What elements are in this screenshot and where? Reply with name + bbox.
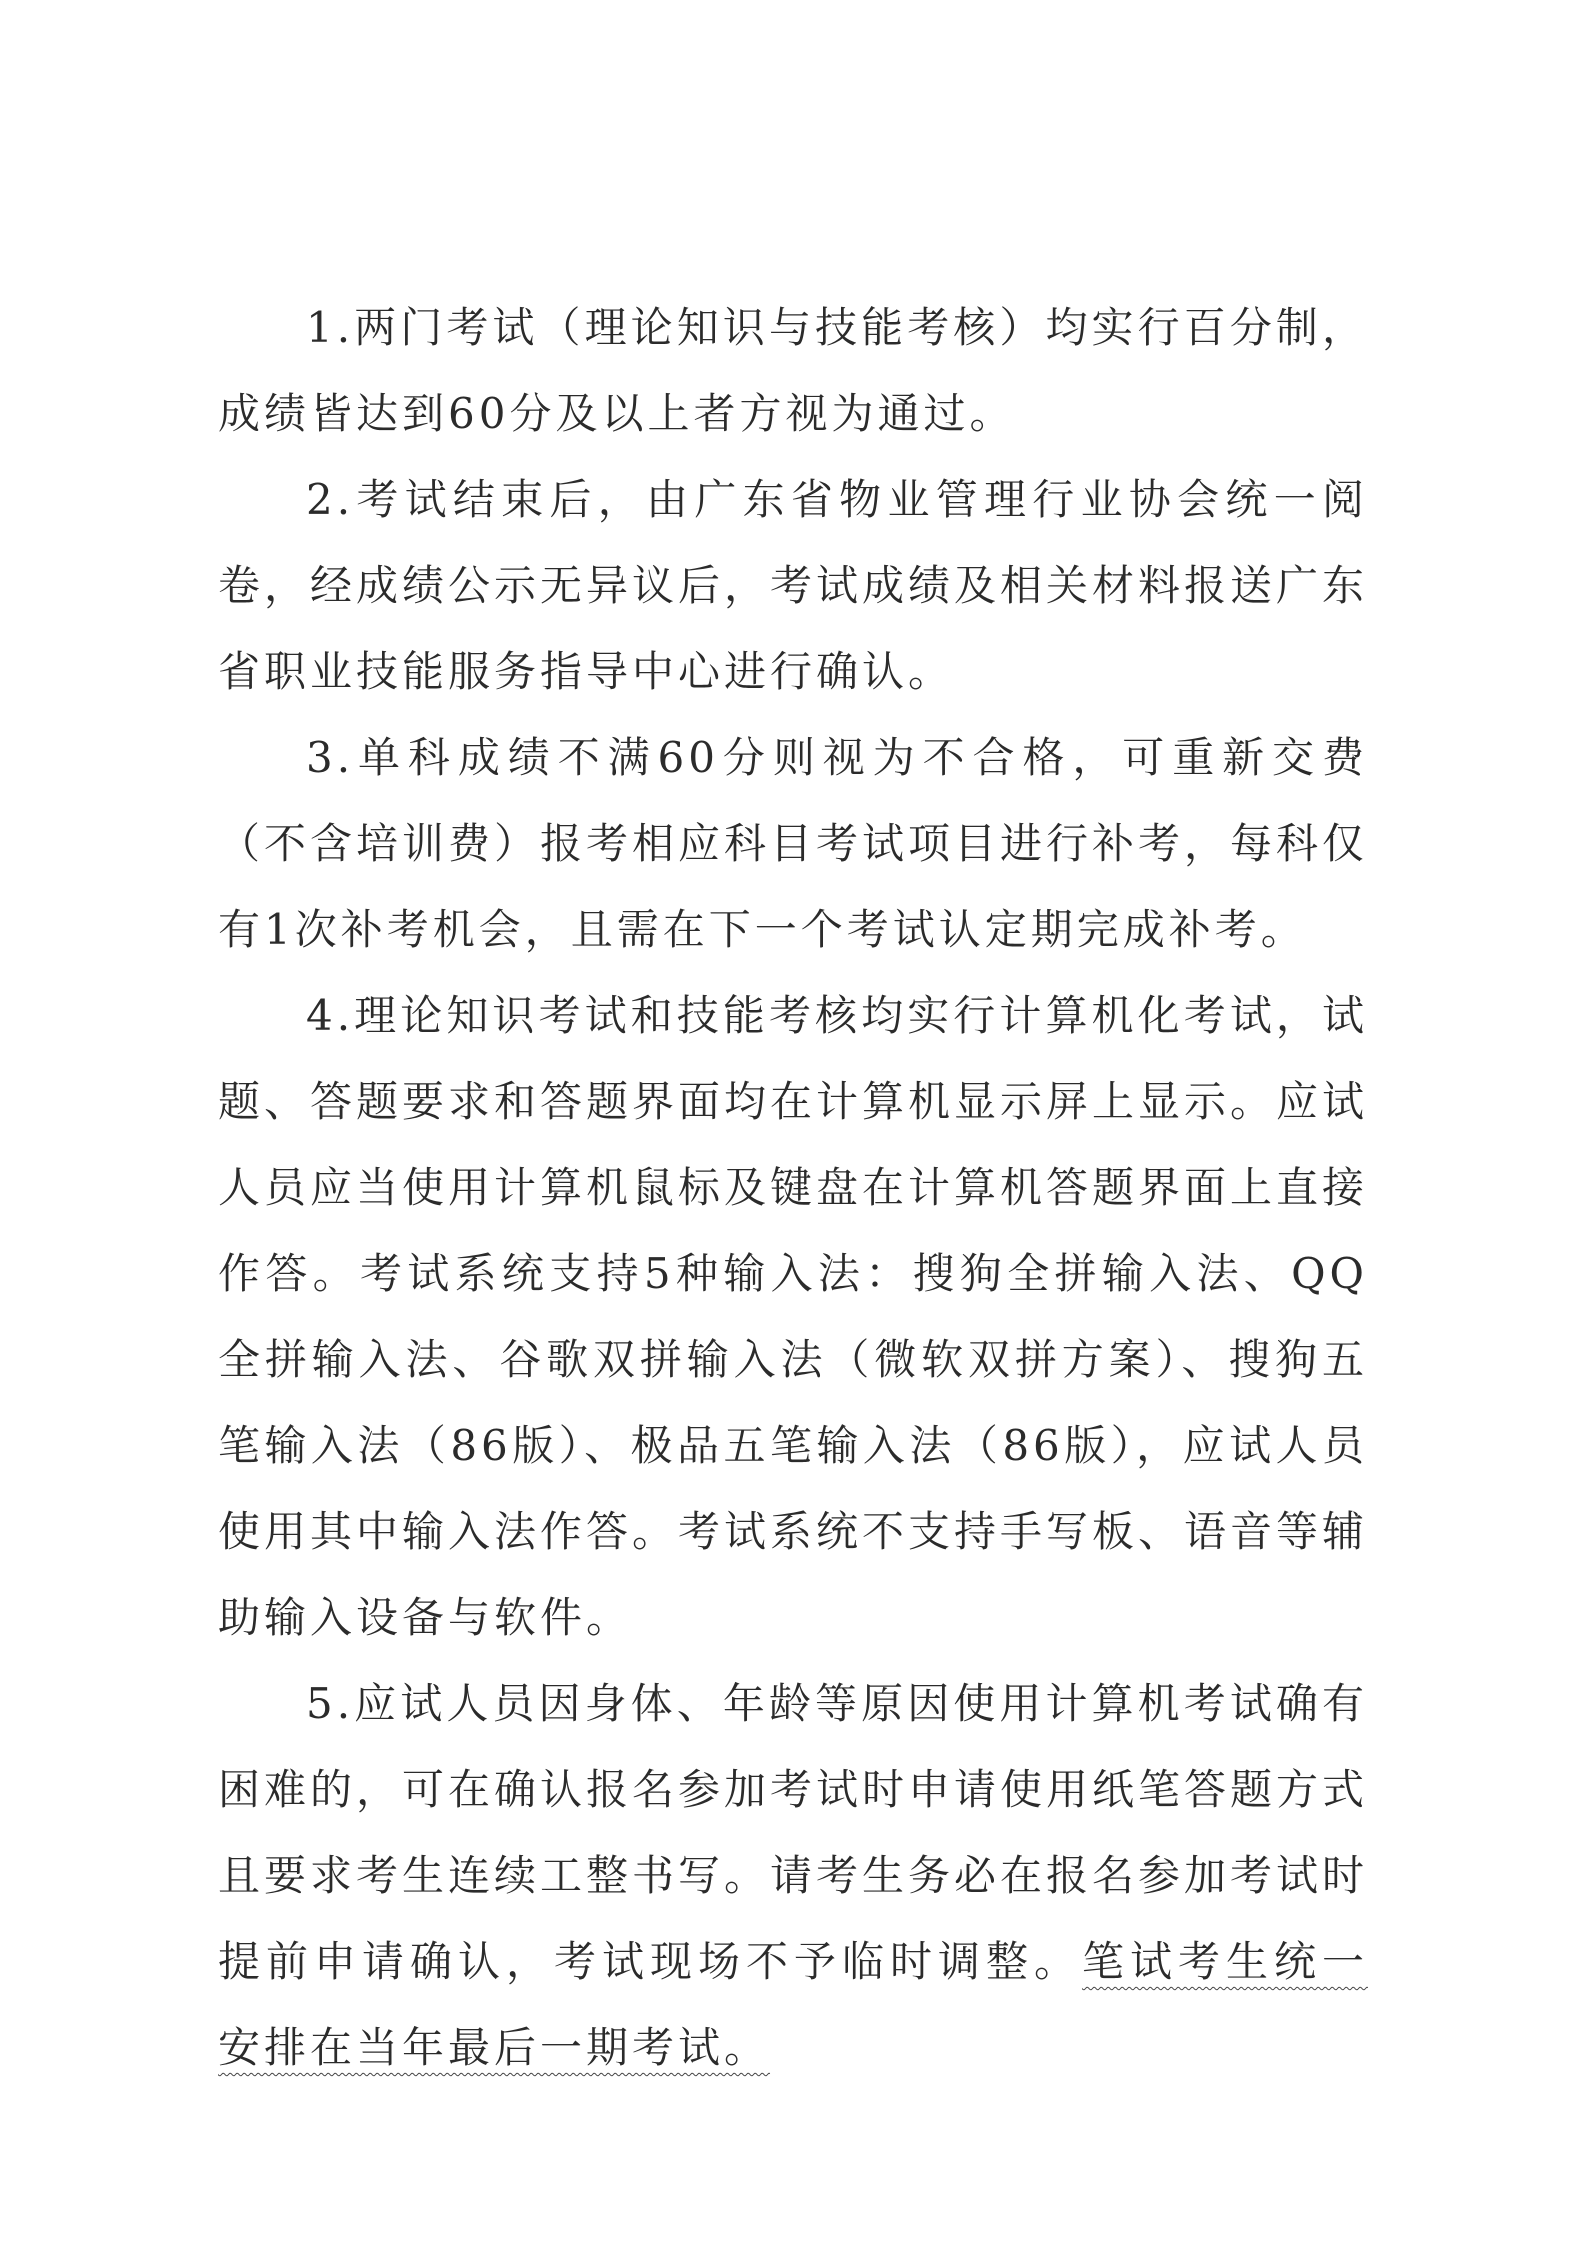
paragraph-5 xyxy=(218,1661,1368,2091)
paragraph-1 xyxy=(218,285,1368,457)
paragraph-2-text: 2.考试结束后，由广东省物业管理行业协会统一阅卷，经成绩公示无异议后，考试成绩及相关材料报送广东省职业技能服务指导中心进行确认。 xyxy=(218,475,1369,696)
paragraph-4 xyxy=(218,973,1368,1661)
paragraph-3 xyxy=(218,715,1368,973)
paragraph-5-text: 5.应试人员因身体、年龄等原因使用计算机考试确有困难的，可在确认报名参加考试时申请使用纸笔答题方式且要求考生连续工整书写。请考生务必在报名参加考试时提前申请确认，考试现场不予临时调整。 xyxy=(218,1679,1369,1986)
paragraph-1-text: 1.两门考试（理论知识与技能考核）均实行百分制，成绩皆达到60分及以上者方视为通过。 xyxy=(218,303,1368,438)
wavy-underlined-sentence: 笔试考生统一安排在当年最后一期考试。 xyxy=(218,1937,1368,2072)
paragraph-2 xyxy=(218,457,1368,715)
paragraph-4-text: 4.理论知识考试和技能考核均实行计算机化考试，试题、答题要求和答题界面均在计算机显示屏上显示。应试人员应当使用计算机鼠标及键盘在计算机答题界面上直接作答。考试系统支持5种输入法：搜狗全拼输入法、QQ全拼输入法、谷歌双拼输入法（微软双拼方案）、搜狗五笔输入法（86版）、极品五笔输入法（86版），应试人员使用其中输入法作答。考试系统不支持手写板、语音等辅助输入设备与软件。 xyxy=(218,991,1369,1642)
paragraph-3-text: 3.单科成绩不满60分则视为不合格，可重新交费（不含培训费）报考相应科目考试项目进行补考，每科仅有1次补考机会，且需在下一个考试认定期完成补考。 xyxy=(218,733,1369,954)
document-body xyxy=(218,285,1368,2091)
